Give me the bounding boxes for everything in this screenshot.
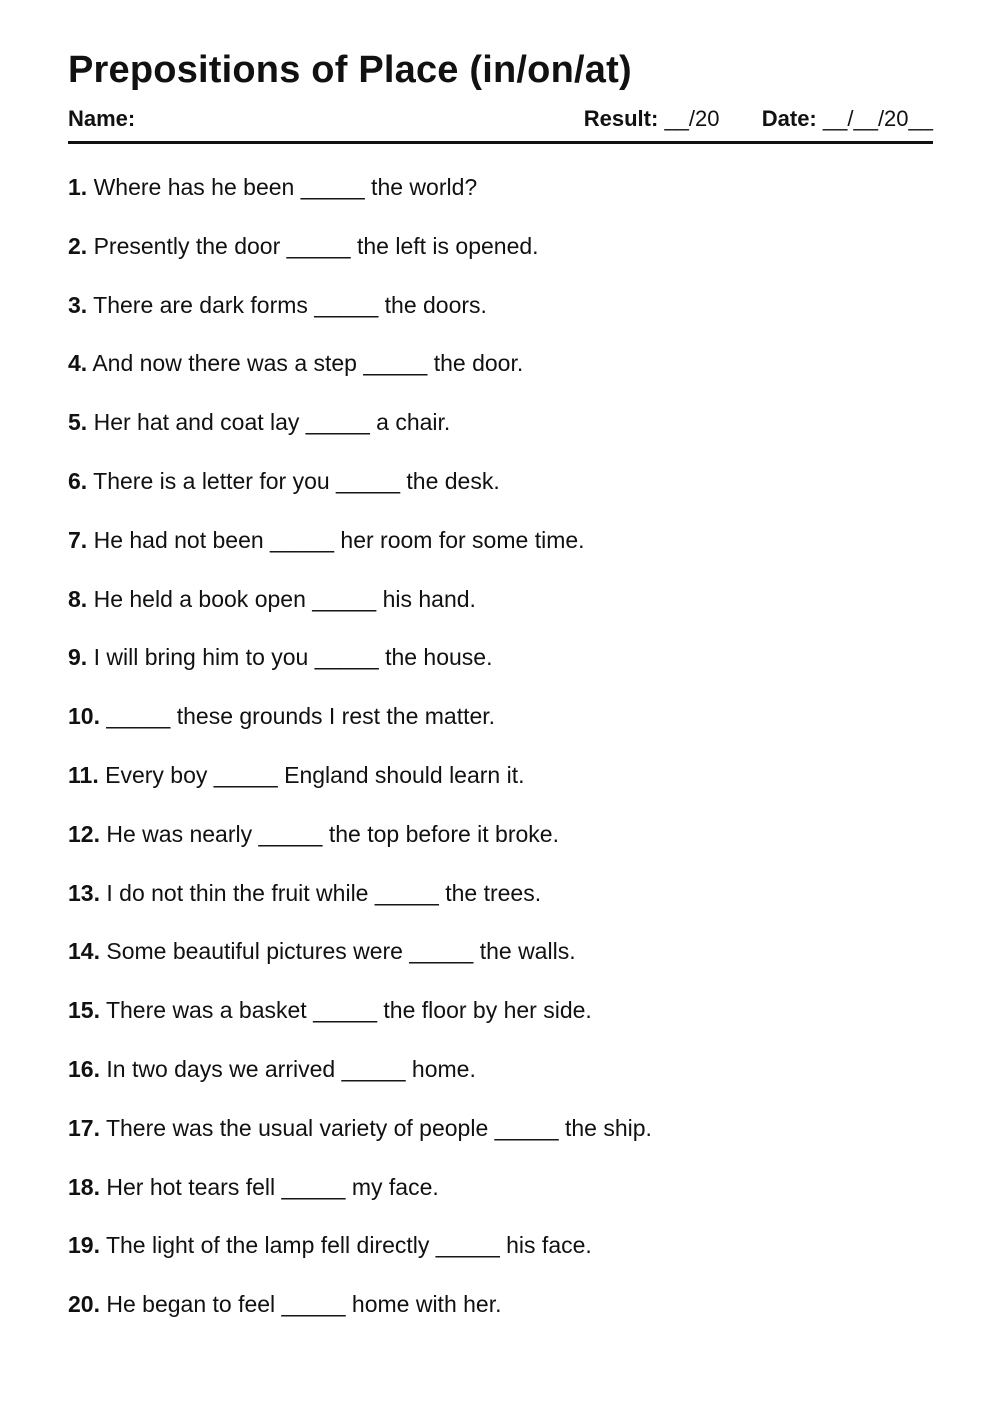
question-number: 3. (68, 291, 88, 318)
question-item (68, 1229, 933, 1261)
question-number: 4. (68, 350, 88, 377)
question-text: _____ these grounds I rest the matter. (106, 703, 496, 730)
question-text: He was nearly _____ the top before it broke. (106, 820, 559, 847)
question-number: 12. (68, 820, 100, 847)
header-divider (68, 141, 933, 144)
question-number: 1. (68, 174, 88, 200)
question-item (68, 230, 933, 262)
question-item (68, 1112, 933, 1144)
date-label: Date: (761, 106, 817, 131)
question-text: He began to feel _____ home with her. (106, 1291, 502, 1318)
question-item (68, 1288, 933, 1320)
question-text: There is a letter for you _____ the desk. (93, 467, 500, 494)
question-text: There was the usual variety of people _____ the ship. (105, 1114, 652, 1141)
question-number: 13. (68, 879, 100, 906)
question-number: 20. (68, 1291, 100, 1318)
question-text: Her hot tears fell _____ my face. (106, 1173, 439, 1200)
question-item (68, 700, 933, 732)
question-number: 16. (68, 1055, 100, 1082)
question-item (68, 289, 933, 321)
question-text: Presently the door _____ the left is opened. (93, 232, 539, 259)
question-number: 19. (68, 1232, 100, 1259)
question-item (68, 524, 933, 556)
question-list (68, 171, 933, 1320)
question-number: 5. (68, 409, 88, 436)
question-text: He held a book open _____ his hand. (93, 585, 476, 612)
question-text: I will bring him to you _____ the house. (93, 644, 493, 671)
question-number: 7. (68, 526, 88, 553)
question-text: I do not thin the fruit while _____ the trees. (106, 879, 542, 906)
question-item (68, 583, 933, 615)
question-item (68, 935, 933, 967)
worksheet (68, 44, 933, 1347)
question-number: 11. (68, 761, 99, 788)
question-text: The light of the lamp fell directly _____ his face. (105, 1232, 592, 1259)
question-item (68, 818, 933, 850)
name-label: Name: (68, 106, 136, 131)
question-number: 18. (68, 1173, 100, 1200)
question-text: Where has he been _____ the world? (93, 174, 478, 200)
question-text: And now there was a step _____ the door. (92, 350, 524, 377)
date-value: __/__/20__ (822, 106, 933, 131)
question-text: Every boy _____ England should learn it. (105, 761, 525, 788)
page-title: Prepositions of Place (in/on/at) (68, 49, 632, 91)
question-item (68, 994, 933, 1026)
result-label: Result: (583, 106, 659, 131)
question-item (68, 877, 933, 909)
question-number: 10. (68, 703, 100, 730)
question-item (68, 406, 933, 438)
result-value: __/20 (664, 106, 720, 131)
question-number: 9. (68, 644, 88, 671)
question-text: Her hat and coat lay _____ a chair. (93, 409, 451, 436)
question-item (68, 641, 933, 673)
question-number: 8. (68, 585, 88, 612)
question-number: 15. (68, 997, 100, 1024)
question-number: 2. (68, 232, 88, 259)
question-item (68, 1171, 933, 1203)
question-text: There are dark forms _____ the doors. (93, 291, 487, 318)
question-number: 14. (68, 938, 100, 965)
question-item (68, 347, 933, 379)
question-item (68, 1053, 933, 1085)
question-text: In two days we arrived _____ home. (106, 1055, 476, 1082)
question-item (68, 465, 933, 497)
question-text: There was a basket _____ the floor by her side. (105, 997, 592, 1024)
question-number: 17. (68, 1114, 100, 1141)
result-date-group (584, 104, 933, 134)
question-text: He had not been _____ her room for some time. (93, 526, 585, 553)
question-item (68, 759, 933, 791)
question-item (68, 171, 933, 203)
question-number: 6. (68, 467, 88, 494)
header-info-row (68, 104, 933, 134)
question-text: Some beautiful pictures were _____ the walls. (106, 938, 576, 965)
